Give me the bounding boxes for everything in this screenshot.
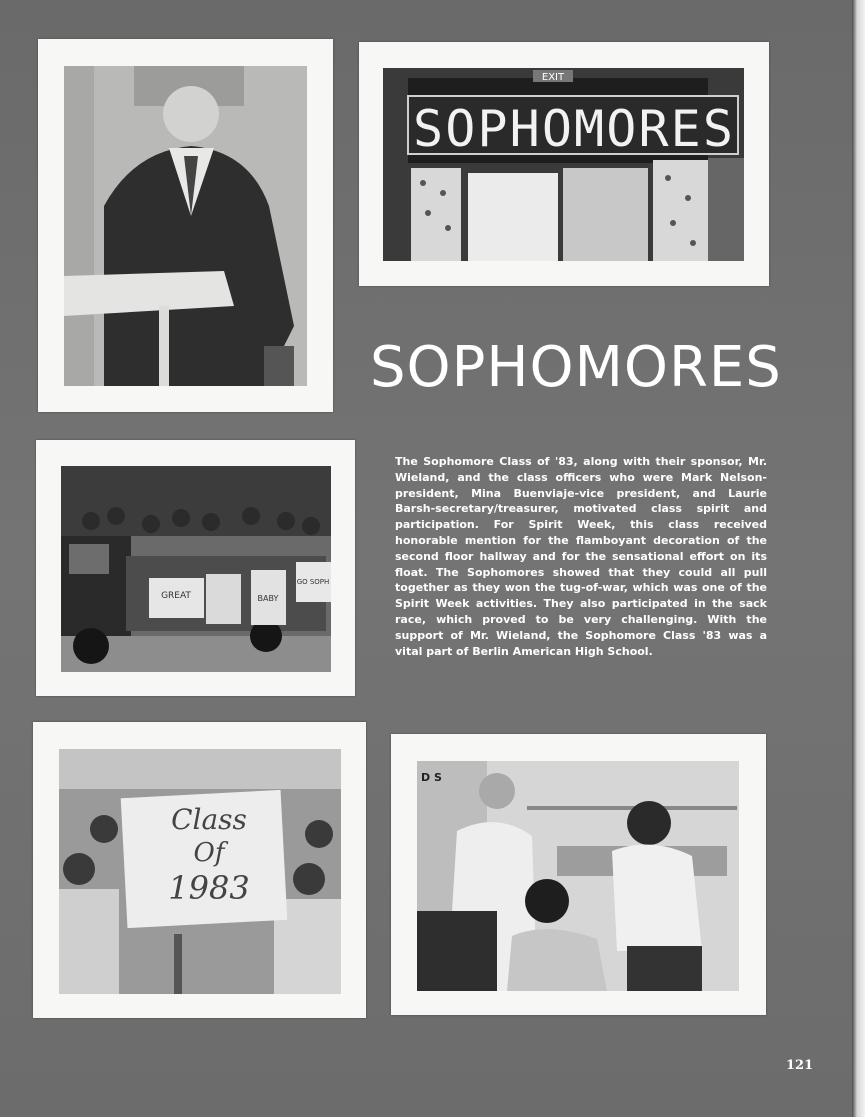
float-sign-baby: BABY [257, 594, 279, 603]
hallway-decoration-photo [383, 68, 744, 261]
banner-year-text: 1983 [168, 869, 250, 907]
photo-frame-classroom [391, 734, 766, 1015]
binding-edge [852, 0, 865, 1117]
class-banner-photo [59, 749, 341, 994]
exit-sign-text: EXIT [541, 72, 565, 83]
page-number: 121 [786, 1058, 814, 1073]
float-parade-photo [61, 466, 331, 672]
classroom-photo [417, 761, 739, 991]
float-sign-great: GREAT [161, 591, 191, 601]
photo-frame-float [36, 440, 355, 696]
page-title: SOPHOMORES [370, 335, 782, 400]
photo-frame-class-banner [33, 722, 366, 1018]
photo-frame-hallway [359, 42, 769, 286]
sponsor-portrait-photo [64, 66, 307, 386]
photo-frame-sponsor [38, 39, 333, 412]
float-sign-go-soph: GO SOPH [296, 578, 330, 586]
classroom-shelf-label: D S [421, 771, 442, 784]
banner-of-text: Of [193, 838, 225, 868]
sophomores-banner-text: SOPHOMORES [413, 100, 733, 158]
banner-class-text: Class [171, 803, 247, 836]
article-body: The Sophomore Class of '83, along with their sponsor, Mr. Wieland, and the class officers who were Mark Nelson-president, Mina Buenviaje-vice president, and Laurie Barsh-secretary/treasurer, motivated class spirit and participation. For Spirit Week, this class received honorable mention for the flamboyant decoration of the second floor hallway and for the sensational effort on its float. The Sophomores showed that they could all pull together as they won the tug-of-war, which was one of the Spirit Week activities. They also participated in the sack race, which proved to be very challenging. With the support of Mr. Wieland, the Sophomore Class '83 was a vital part of Berlin American High School. [395, 455, 767, 658]
